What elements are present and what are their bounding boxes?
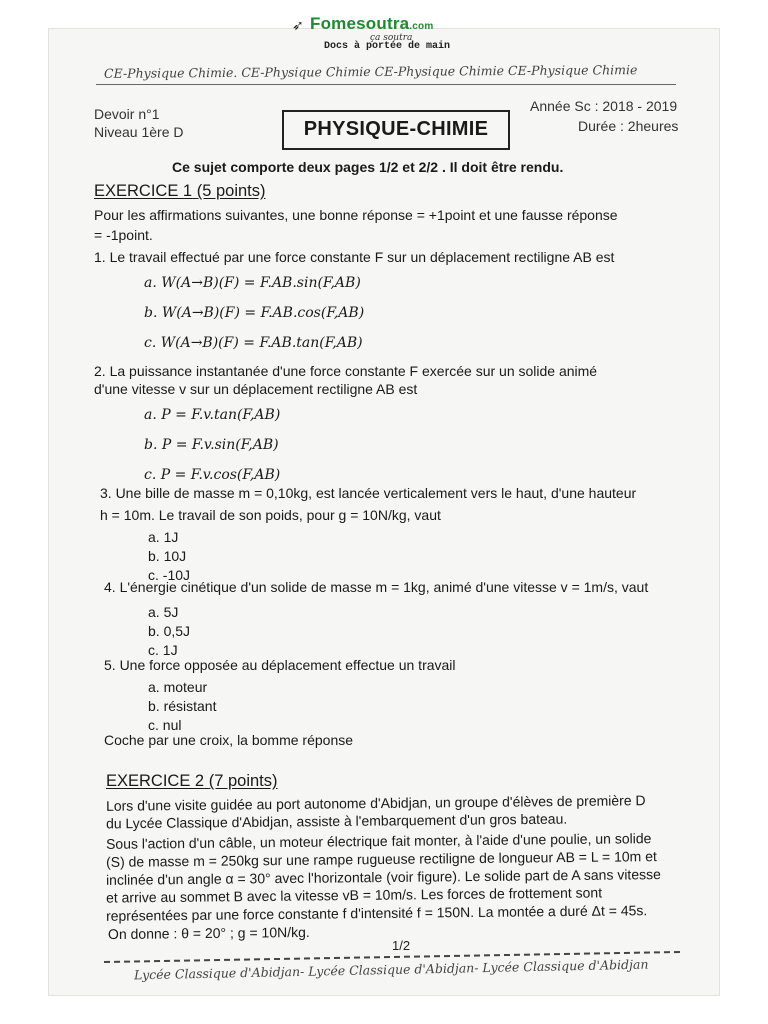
- top-divider: [96, 84, 676, 85]
- q4-option-a[interactable]: a. 5J: [148, 604, 179, 620]
- q4-option-b[interactable]: b. 0,5J: [148, 623, 191, 639]
- exercise1-footer-instruction: Coche par une croix, la bomme réponse: [104, 732, 354, 748]
- q2-option-a[interactable]: a. P = F.v.tan(F,AB): [144, 407, 281, 423]
- page-title: PHYSIQUE-CHIMIE: [303, 118, 489, 140]
- q4-option-c[interactable]: c. 1J: [148, 642, 178, 658]
- q3-option-b[interactable]: b. 10J: [148, 548, 187, 564]
- question-3-cont: h = 10m. Le travail de son poids, pour g = 10N/kg, vaut: [100, 507, 441, 523]
- q5-option-c[interactable]: c. nul: [148, 717, 182, 733]
- devoir-number: Devoir n°1: [94, 106, 160, 122]
- top-header-band: CE-Physique Chimie. CE-Physique Chimie CE-Physique Chimie CE-Physique Chimie: [103, 62, 638, 81]
- q5-option-b[interactable]: b. résistant: [148, 698, 217, 714]
- exercise2-line-8: On donne : θ = 20° ; g = 10N/kg.: [107, 923, 310, 943]
- q3-option-a[interactable]: a. 1J: [148, 529, 179, 545]
- q3-option-c[interactable]: c. -10J: [148, 567, 191, 583]
- exercise1-heading: EXERCICE 1 (5 points): [94, 182, 266, 200]
- subject-note: Ce sujet comporte deux pages 1/2 et 2/2 . Il doit être rendu.: [172, 159, 564, 175]
- logo-tagline: Docs à portée de main: [324, 41, 451, 52]
- exercise2-line-2: du Lycée Classique d'Abidjan, assiste à l'embarquement d'un gros bateau.: [105, 810, 568, 832]
- page-number: 1/2: [392, 938, 411, 953]
- q2-option-b[interactable]: b. P = F.v.sin(F,AB): [144, 437, 279, 453]
- exercise2-line-6: et arrive au sommet B avec la vitesse vB = 10m/s. Les forces de frottement sont: [105, 884, 603, 906]
- exercise2-line-5: inclinée d'un angle α = 30° avec l'horizontale (voir figure). Le solide part de A sans vitesse: [105, 866, 661, 888]
- logo-slogan: ça soutra: [370, 33, 413, 43]
- q1-option-b[interactable]: b. W(A→B)(F) = F.AB.cos(F,AB): [144, 305, 365, 321]
- q2-option-c[interactable]: c. P = F.v.cos(F,AB): [144, 467, 281, 483]
- bottom-footer-band: Lycée Classique d'Abidjan- Lycée Classique d'Abidjan- Lycée Classique d'Abidjan: [133, 956, 649, 983]
- question-4: 4. L'énergie cinétique d'un solide de masse m = 1kg, animé d'une vitesse v = 1m/s, vaut: [104, 579, 649, 595]
- title-box: [282, 110, 510, 150]
- exercise1-instruction: Pour les affirmations suivantes, une bonne réponse = +1point et une fausse réponse: [94, 207, 618, 223]
- exercise2-heading: EXERCICE 2 (7 points): [106, 772, 278, 790]
- logo-wordmark: Fomesoutra.com: [310, 14, 434, 33]
- question-2-cont: d'une vitesse v sur un déplacement rectiligne AB est: [94, 381, 418, 397]
- exercise2-line-1: Lors d'une visite guidée au port autonome d'Abidjan, un groupe d'élèves de première D: [105, 792, 646, 814]
- site-logo[interactable]: [292, 14, 482, 54]
- school-year: Année Sc : 2018 - 2019: [530, 98, 678, 114]
- q1-option-c[interactable]: c. W(A→B)(F) = F.AB.tan(F,AB): [144, 335, 363, 351]
- niveau: Niveau 1ère D: [94, 124, 184, 140]
- exercise1-instruction-cont: = -1point.: [94, 227, 153, 243]
- exercise2-line-3: Sous l'action d'un câble, un moteur électrique fait monter, à l'aide d'une poulie, un solide: [105, 830, 652, 852]
- exercise2-line-4: (S) de masse m = 250kg sur une rampe rugueuse rectiligne de longueur AB = L = 10m et: [105, 848, 657, 870]
- question-2: 2. La puissance instantanée d'une force constante F exercée sur un solide animé: [94, 363, 598, 379]
- question-5: 5. Une force opposée au déplacement effectue un travail: [104, 657, 456, 673]
- logo-arrow-icon: ➶: [292, 17, 304, 33]
- exercise2-line-7: représentées par une force constante f d'intensité f = 150N. La montée a duré Δt = 45s.: [105, 902, 648, 924]
- duration: Durée : 2heures: [578, 118, 679, 134]
- q5-option-a[interactable]: a. moteur: [148, 679, 208, 695]
- question-3: 3. Une bille de masse m = 0,10kg, est lancée verticalement vers le haut, d'une hauteur: [100, 485, 637, 501]
- q1-option-a[interactable]: a. W(A→B)(F) = F.AB.sin(F,AB): [144, 275, 361, 291]
- question-1: 1. Le travail effectué par une force constante F sur un déplacement rectiligne AB est: [94, 249, 615, 265]
